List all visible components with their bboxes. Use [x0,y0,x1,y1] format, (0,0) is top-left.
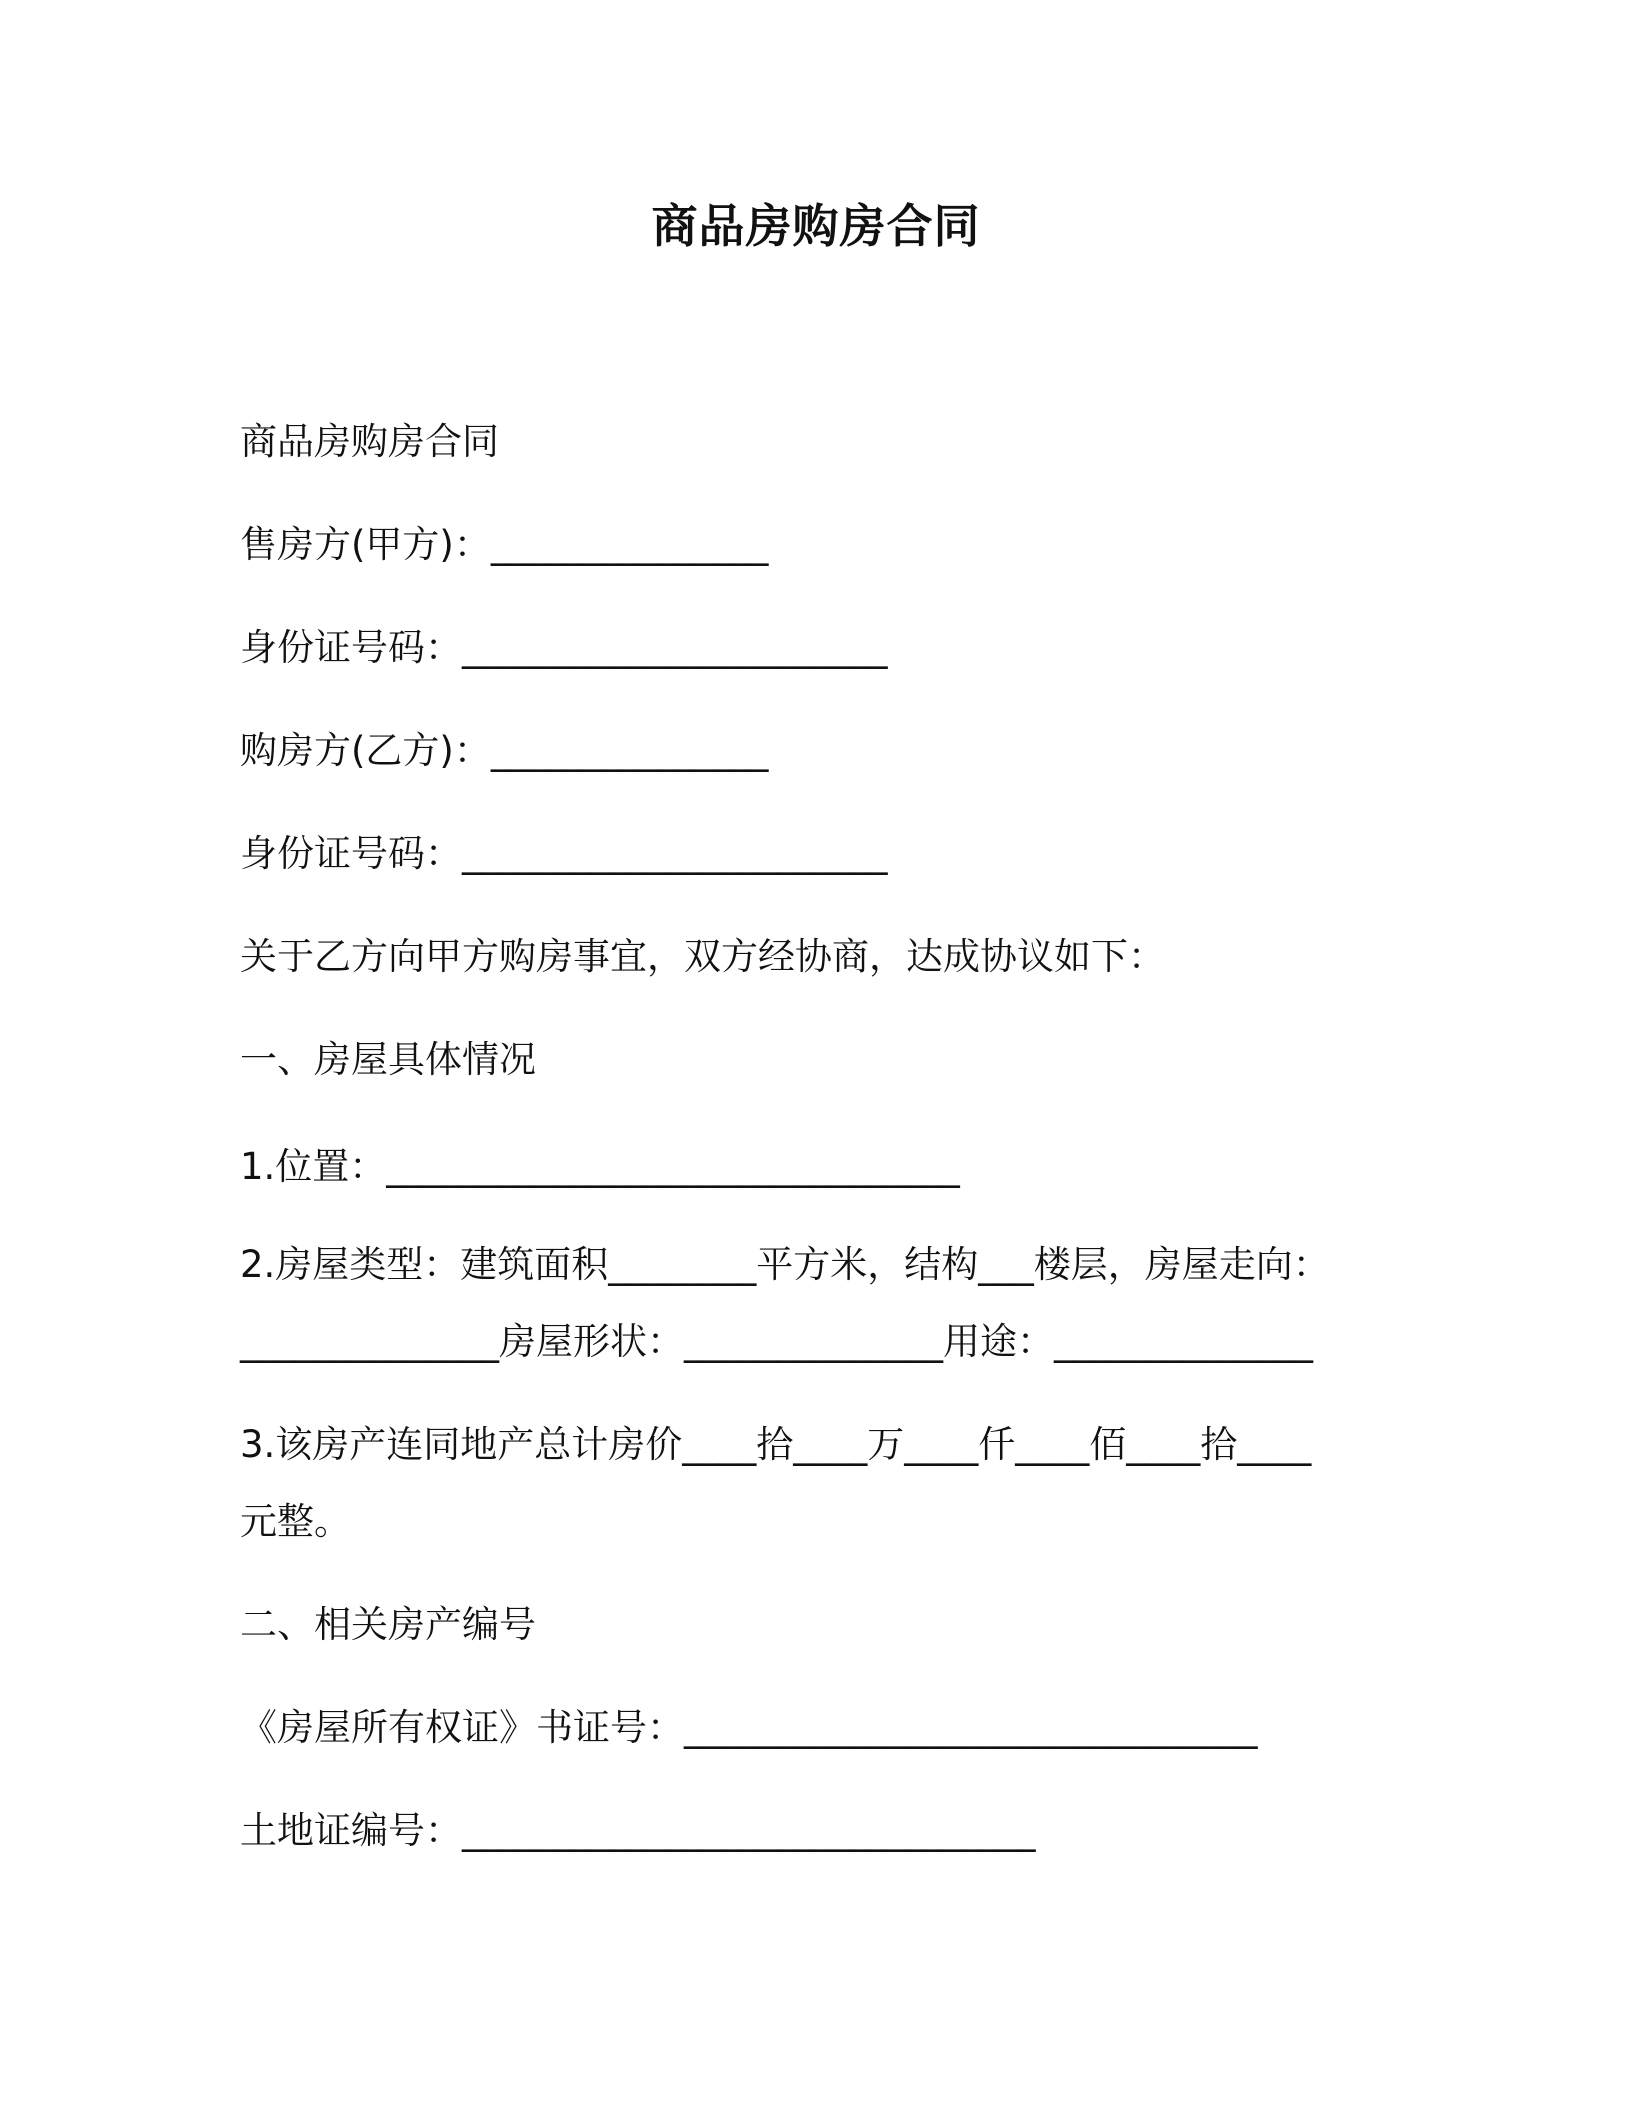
agreement-intro-line: 关于乙方向甲方购房事宜，双方经协商，达成协议如下： [240,935,1165,978]
ownership-cert-line: 《房屋所有权证》书证号：_______________________________ [240,1706,1258,1749]
house-type-line: 2.房屋类型：建筑面积________平方米，结构___楼层，房屋走向： [240,1243,1330,1286]
seller-id-line: 身份证号码：_______________________ [240,626,888,669]
section-2-heading: 二、相关房产编号 [240,1603,536,1646]
location-line: 1.位置：_______________________________ [240,1145,960,1188]
subtitle-line: 商品房购房合同 [240,420,499,463]
section-1-heading: 一、房屋具体情况 [240,1038,536,1081]
buyer-line: 购房方(乙方)：_______________ [240,729,769,772]
price-end-line: 元整。 [240,1500,351,1543]
price-line: 3.该房产连同地产总计房价____拾____万____仟____佰____拾____ [240,1423,1312,1466]
buyer-id-line: 身份证号码：_______________________ [240,832,888,875]
seller-line: 售房方(甲方)：_______________ [240,523,769,566]
house-shape-line: ______________房屋形状：______________用途：______________ [240,1320,1313,1363]
land-cert-line: 土地证编号：_______________________________ [240,1809,1036,1852]
document-title: 商品房购房合同 [651,199,981,253]
